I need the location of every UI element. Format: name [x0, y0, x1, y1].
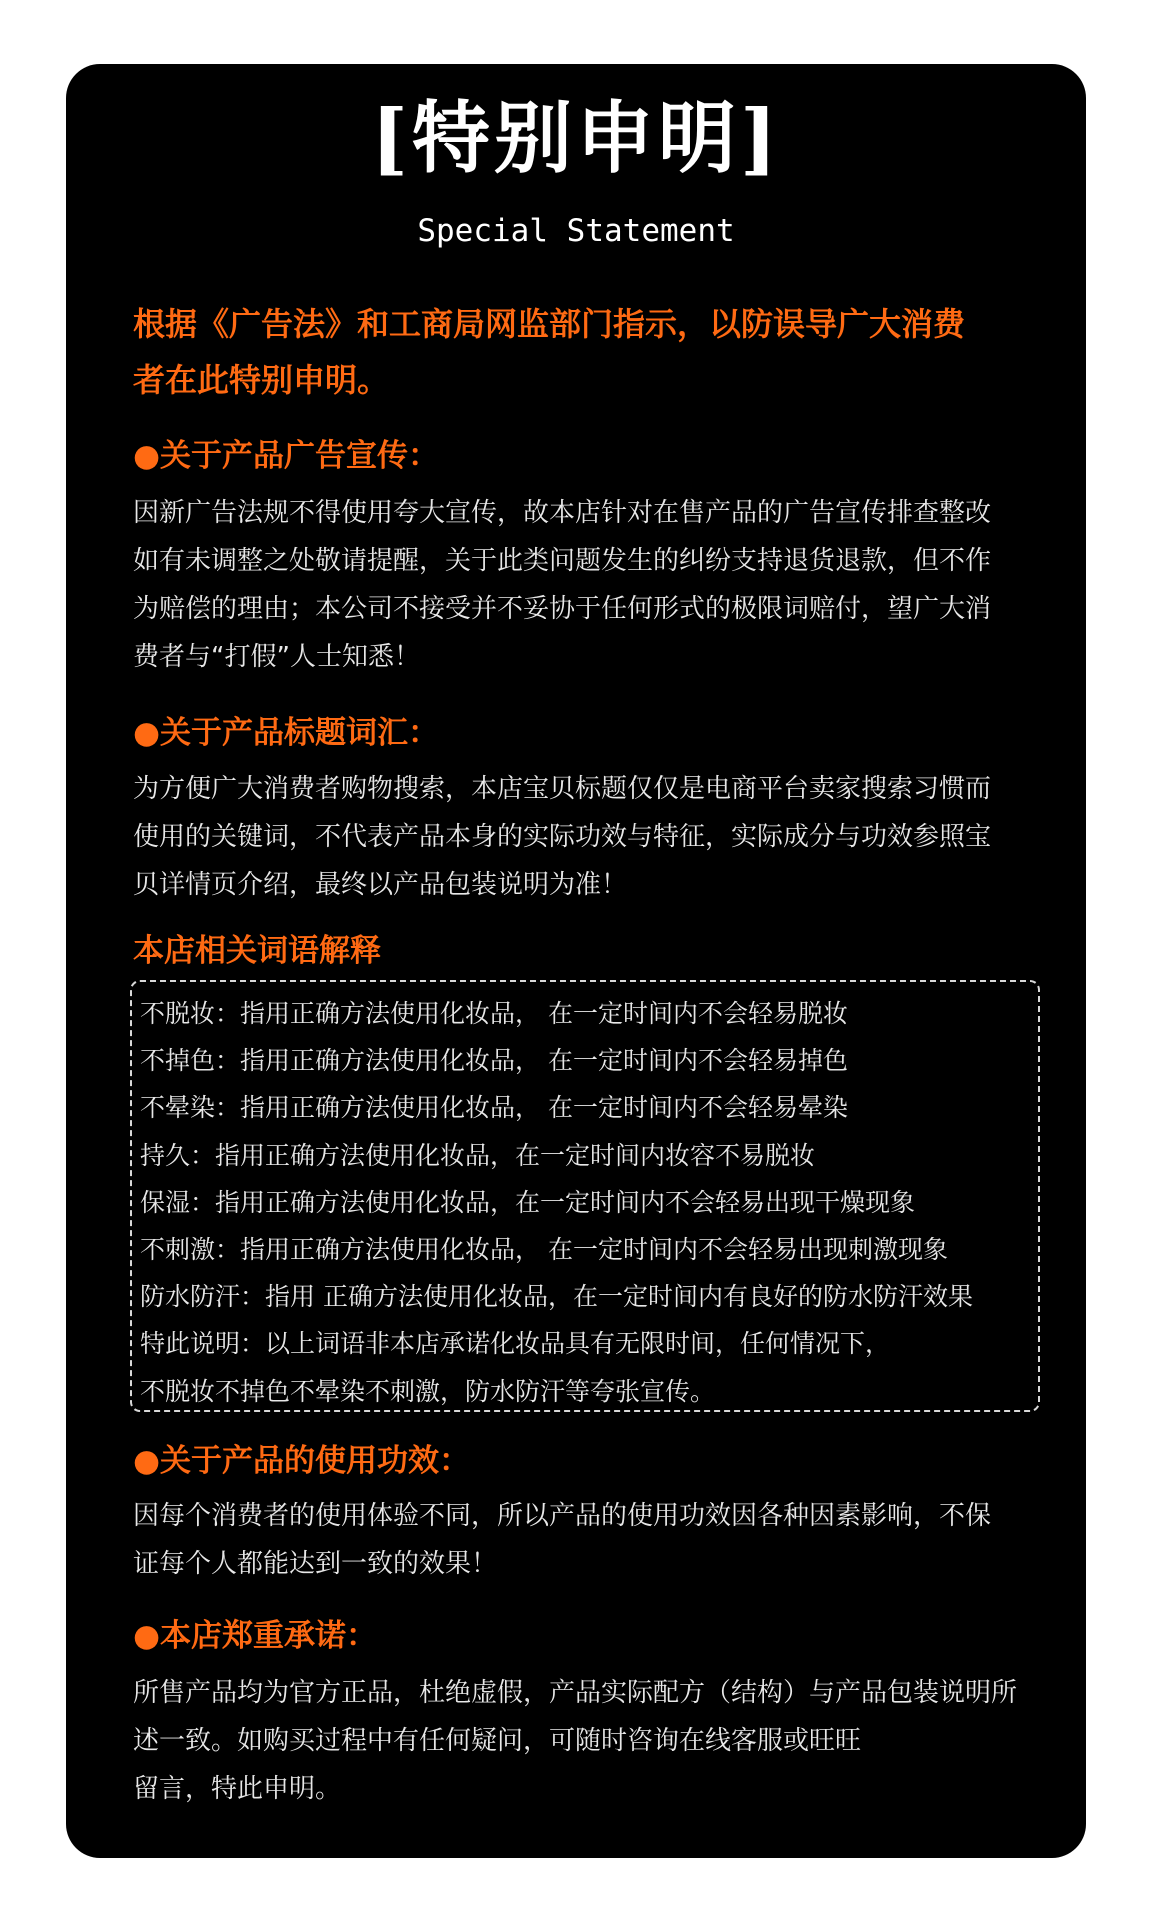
- body-line: 贝详情页介绍，最终以产品包装说明为准！: [133, 870, 628, 900]
- section-body-commitment: [133, 1669, 1033, 1813]
- term-item: 不晕染：指用正确方法使用化妆品， 在一定时间内不会轻易晕染: [140, 1093, 848, 1123]
- body-line: 如有未调整之处敬请提醒，关于此类问题发生的纠纷支持退货退款，但不作: [133, 546, 992, 576]
- body-line: 证每个人都能达到一致的效果！: [133, 1549, 498, 1579]
- body-line: 为赔偿的理由；本公司不接受并不妥协于任何形式的极限词赔付，望广大消: [133, 594, 992, 624]
- body-line: 留言，特此申明。: [133, 1774, 342, 1804]
- section-heading-title-words: ●关于产品标题词汇：: [133, 715, 440, 751]
- body-line: 因新广告法规不得使用夸大宣传，故本店针对在售产品的广告宣传排查整改: [133, 498, 992, 528]
- intro-line: 根据《广告法》和工商局网监部门指示，以防误导广大消费: [133, 305, 966, 343]
- term-item: 持久：指用正确方法使用化妆品，在一定时间内妆容不易脱妆: [140, 1140, 816, 1170]
- term-item: 不脱妆不掉色不晕染不刺激，防水防汗等夸张宣传。: [140, 1376, 716, 1406]
- terms-list: [140, 990, 1030, 1415]
- section-body-title-words: [133, 765, 1033, 909]
- section-heading-efficacy: ●关于产品的使用功效：: [133, 1443, 471, 1479]
- page-title: [特别申明]: [371, 93, 781, 184]
- term-item: 不刺激：指用正确方法使用化妆品， 在一定时间内不会轻易出现刺激现象: [140, 1235, 948, 1265]
- intro-line: 者在此特别申明。: [133, 361, 390, 399]
- section-heading-commitment: ●本店郑重承诺：: [133, 1618, 378, 1654]
- term-item: 防水防汗：指用 正确方法使用化妆品，在一定时间内有良好的防水防汗效果: [140, 1282, 973, 1312]
- body-line: 为方便广大消费者购物搜索，本店宝贝标题仅仅是电商平台卖家搜索习惯而: [133, 774, 992, 804]
- section-body-advertising: [133, 489, 1033, 681]
- body-line: 因每个消费者的使用体验不同，所以产品的使用功效因各种因素影响，不保: [133, 1501, 992, 1531]
- section-heading-advertising: ●关于产品广告宣传：: [133, 438, 440, 474]
- body-line: 使用的关键词，不代表产品本身的实际功效与特征，实际成分与功效参照宝: [133, 822, 992, 852]
- intro-text: [133, 296, 1033, 408]
- body-line: 述一致。如购买过程中有任何疑问，可随时咨询在线客服或旺旺: [133, 1726, 862, 1756]
- term-item: 不脱妆：指用正确方法使用化妆品， 在一定时间内不会轻易脱妆: [140, 999, 848, 1028]
- term-item: 不掉色：指用正确方法使用化妆品， 在一定时间内不会轻易掉色: [140, 1046, 848, 1076]
- term-item: 特此说明：以上词语非本店承诺化妆品具有无限时间，任何情况下，: [140, 1329, 891, 1359]
- body-line: 所售产品均为官方正品，杜绝虚假，产品实际配方（结构）与产品包装说明所: [133, 1678, 1018, 1708]
- section-heading-terms: 本店相关词语解释: [133, 933, 381, 969]
- term-item: 保湿：指用正确方法使用化妆品，在一定时间内不会轻易出现干燥现象: [140, 1187, 916, 1217]
- section-body-efficacy: [133, 1492, 1033, 1588]
- page-subtitle: Special Statement: [417, 213, 735, 249]
- body-line: 费者与“打假”人士知悉！: [133, 642, 420, 672]
